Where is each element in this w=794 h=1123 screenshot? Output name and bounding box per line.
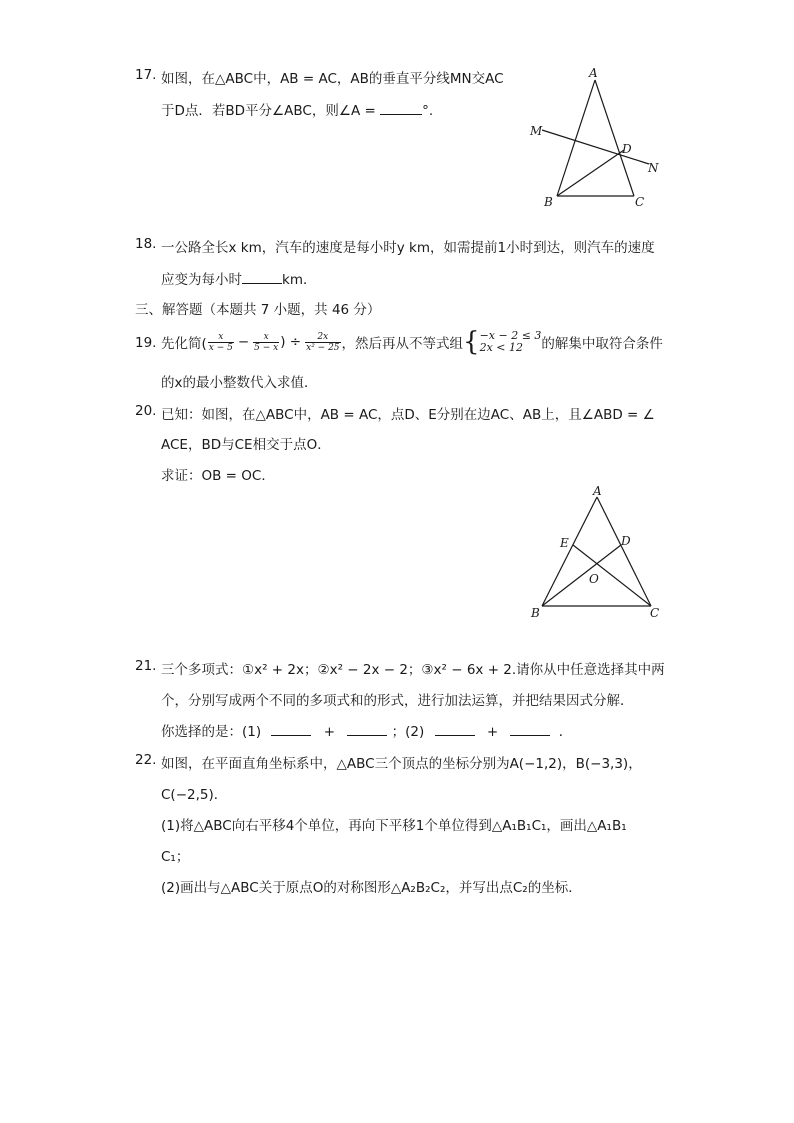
q18-line2	[161, 268, 316, 288]
q17-answer-blank[interactable]	[380, 114, 422, 115]
q20-label-c: C	[650, 606, 660, 620]
q19-fraction-2-num: x	[253, 332, 279, 343]
q22-number: 22.	[135, 752, 157, 768]
q19-inequality-2: 2x < 12	[479, 341, 523, 354]
q18-line2-pre: 应变为每小时	[161, 272, 242, 288]
q17-line2-pre: 于D点．若BD平分∠ABC，则∠A =	[161, 103, 376, 119]
q19-fraction-2	[253, 332, 279, 353]
q22-line4: C₁；	[161, 849, 190, 865]
q20-label-b: B	[531, 606, 540, 620]
q22-line2: C(−2,5)．	[161, 787, 228, 803]
q17-segment-bd	[557, 150, 624, 196]
q21-line3	[161, 720, 572, 740]
q20-line1: 已知：如图，在△ABC中，AB = AC，点D、E分别在边AC、AB上，且∠ABD = ∠	[161, 407, 655, 423]
q17-side-ab	[557, 80, 595, 196]
q19-fraction-1	[208, 332, 234, 353]
q17-number: 17.	[135, 67, 157, 83]
q19-mid: ，然后再从不等式组	[341, 336, 464, 352]
q21-plus-1: +	[323, 724, 336, 740]
q20-figure	[525, 482, 665, 624]
q17-line1: 如图，在△ABC中，AB = AC，AB的垂直平分线MN交AC	[161, 71, 504, 87]
q19-fraction-3-den: x² − 25	[306, 342, 340, 353]
q19-minus: −	[237, 334, 250, 350]
q17-label-b: B	[544, 195, 553, 209]
q18-answer-blank[interactable]	[242, 283, 282, 284]
q21-line3-pre: 你选择的是：(1)	[161, 724, 262, 740]
q17-side-ac	[595, 80, 634, 196]
q20-side-ab	[542, 497, 597, 606]
q21-number: 21.	[135, 658, 157, 674]
q21-line1: 三个多项式：①x² + 2x；②x² − 2x − 2；③x² − 6x + 2.请你从中任意选择其中两	[161, 662, 665, 678]
q22-line3: (1)将△ABC向右平移4个单位，再向下平移1个单位得到△A₁B₁C₁，画出△A₁B₁	[161, 818, 627, 834]
q21-blank-2a[interactable]	[435, 735, 475, 736]
q22-line5: (2)画出与△ABC关于原点O的对称图形△A₂B₂C₂，并写出点C₂的坐标．	[161, 880, 582, 896]
q17-label-m: M	[530, 124, 543, 138]
q20-label-e: E	[560, 536, 569, 550]
q17-label-a: A	[589, 66, 598, 80]
q21-blank-2b[interactable]	[510, 735, 550, 736]
q20-side-ac	[597, 497, 651, 606]
q19-inequality-1: −x − 2 ≤ 3	[479, 329, 542, 342]
q20-line3: 求证：OB = OC．	[161, 468, 275, 484]
q19-fraction-1-num: x	[208, 332, 234, 343]
q20-number: 20.	[135, 403, 157, 419]
q21-blank-1b[interactable]	[347, 735, 387, 736]
q18-line2-post: km．	[282, 272, 317, 288]
section3-heading: 三、解答题（本题共 7 小题，共 46 分）	[135, 302, 381, 318]
q20-label-o: O	[589, 572, 599, 586]
q19-brace: {	[463, 327, 480, 357]
q22-line1: 如图，在平面直角坐标系中，△ABC三个顶点的坐标分别为A(−1,2)，B(−3,3)，	[161, 756, 642, 772]
q21-line2: 个，分别写成两个不同的多项式和的形式，进行加法运算，并把结果因式分解．	[161, 693, 634, 709]
q19-post: 的解集中取符合条件	[541, 336, 663, 352]
q19-inequality-system	[480, 330, 542, 354]
q19-line1	[161, 325, 663, 359]
q20-segment-ce	[573, 545, 651, 606]
q21-end: ．	[558, 724, 573, 740]
q20-line2: ACE，BD与CE相交于点O．	[161, 437, 331, 453]
q17-line2-post: °.	[422, 103, 434, 119]
q21-plus-2: +	[486, 724, 499, 740]
q17-label-c: C	[635, 195, 645, 209]
q18-line1: 一公路全长x km，汽车的速度是每小时y km，如需提前1小时到达，则汽车的速度	[161, 240, 655, 256]
q18-number: 18.	[135, 236, 157, 252]
q21-semi: ；(2)	[391, 724, 425, 740]
q20-label-a: A	[593, 484, 602, 498]
q21-blank-1a[interactable]	[271, 735, 311, 736]
q19-div: ) ÷	[280, 334, 302, 350]
q19-line2: 的x的最小整数代入求值．	[161, 375, 318, 391]
q19-fraction-3	[305, 332, 340, 353]
q20-segment-bd	[542, 545, 621, 606]
q17-label-n: N	[648, 161, 659, 175]
q20-label-d: D	[621, 534, 631, 548]
q19-fraction-3-num: 2x	[305, 332, 340, 343]
q17-line-mn	[542, 130, 649, 164]
q17-figure	[520, 60, 670, 215]
q19-number: 19.	[135, 335, 157, 351]
q19-fraction-2-den: 5 − x	[254, 342, 279, 353]
q17-line2	[161, 99, 433, 119]
q17-label-d: D	[622, 142, 632, 156]
q19-pre: 先化简(	[161, 336, 207, 352]
q19-fraction-1-den: x − 5	[208, 342, 233, 353]
